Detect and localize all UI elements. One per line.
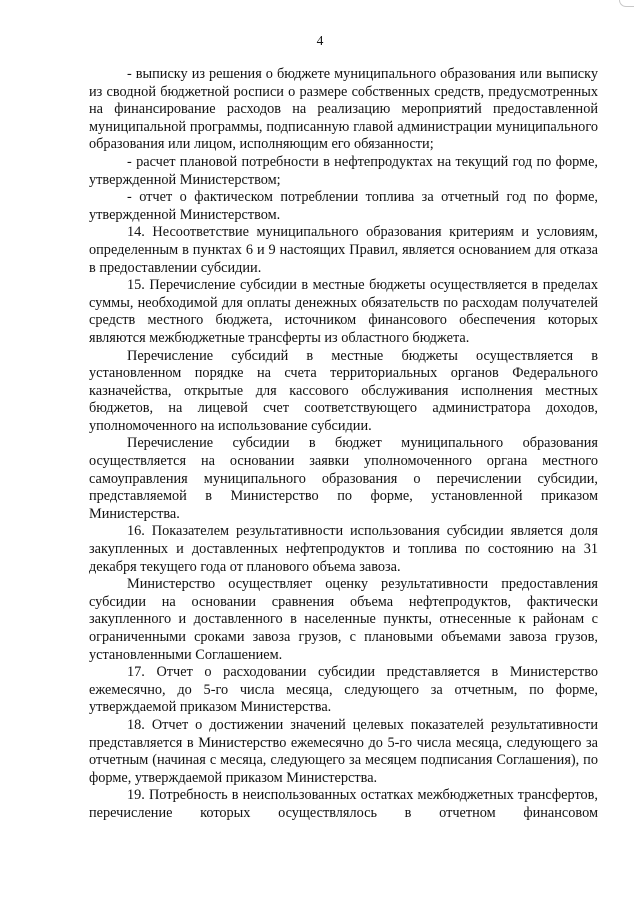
paragraph-15: 15. Перечисление субсидии в местные бюджеты осуществляется в пределах суммы, необходимой для оплаты денежных обязательств по расходам получателей средств местного бюджета, источником финансового обеспечения которых являются межбюджетные трансферты из областного бюджета. bbox=[89, 277, 598, 346]
paragraph-transfer-accounts: Перечисление субсидий в местные бюджеты осуществляется в установленном порядке на счета территориальных органов Федерального казначейства, открытые для кассового обслуживания исполнения местных бюджетов, на лицевой счет соответствующего администратора доходов, уполномоченного на использование субсидии. bbox=[89, 347, 598, 434]
paragraph-14: 14. Несоответствие муниципального образования критериям и условиям, определенным в пунктах 6 и 9 настоящих Правил, является основанием для отказа в предоставлении субсидии. bbox=[89, 224, 598, 276]
paragraph-evaluation: Министерство осуществляет оценку результативности предоставления субсидии на основании сравнения объема нефтепродуктов, фактически закупленного и доставленного в населенные пункты, отнесенные к районам с ограниченными сроками завоза грузов, с плановыми объемами завоза грузов, установленными Соглашением. bbox=[89, 576, 598, 663]
paragraph-calculation: - расчет плановой потребности в нефтепродуктах на текущий год по форме, утвержденной Министерством; bbox=[89, 153, 598, 188]
document-body bbox=[89, 66, 598, 823]
paragraph-transfer-request: Перечисление субсидии в бюджет муниципального образования осуществляется на основании заявки уполномоченного органа местного самоуправления муниципального образования о перечислении субсидии, представляемой в Министерство по форме, установленной приказом Министерства. bbox=[89, 435, 598, 522]
paragraph-17: 17. Отчет о расходовании субсидии представляется в Министерство ежемесячно, до 5-го числа месяца, следующего за отчетным, по форме, утверждаемой приказом Министерства. bbox=[89, 664, 598, 716]
paragraph-18: 18. Отчет о достижении значений целевых показателей результативности представляется в Министерство ежемесячно до 5-го числа месяца, следующего за отчетным (начиная с месяца, следующего за месяцем подписания Соглашения), по форме, утверждаемой приказом Министерства. bbox=[89, 716, 598, 786]
page-number: 4 bbox=[316, 33, 324, 48]
paragraph-fuel-report: - отчет о фактическом потреблении топлива за отчетный год по форме, утвержденной Министерством. bbox=[89, 189, 598, 223]
paragraph-16: 16. Показателем результативности использования субсидии является доля закупленных и доставленных нефтепродуктов и топлива по состоянию на 31 декабря текущего года от планового объема завоза. bbox=[89, 523, 598, 575]
scan-corner-mark bbox=[619, 0, 634, 7]
paragraph-19: 19. Потребность в неиспользованных остатках межбюджетных трансфертов, перечисление которых осуществлялось в отчетном финансовом bbox=[89, 787, 598, 821]
paragraph-statement-extract: - выписку из решения о бюджете муниципального образования или выписку из сводной бюджетной росписи о размере собственных средств, предусмотренных на финансирование расходов на реализацию мероприятий предоставленной муниципальной программы, подписанную главой администрации муниципального образования или лицом, исполняющим его обязанности; bbox=[89, 66, 598, 153]
